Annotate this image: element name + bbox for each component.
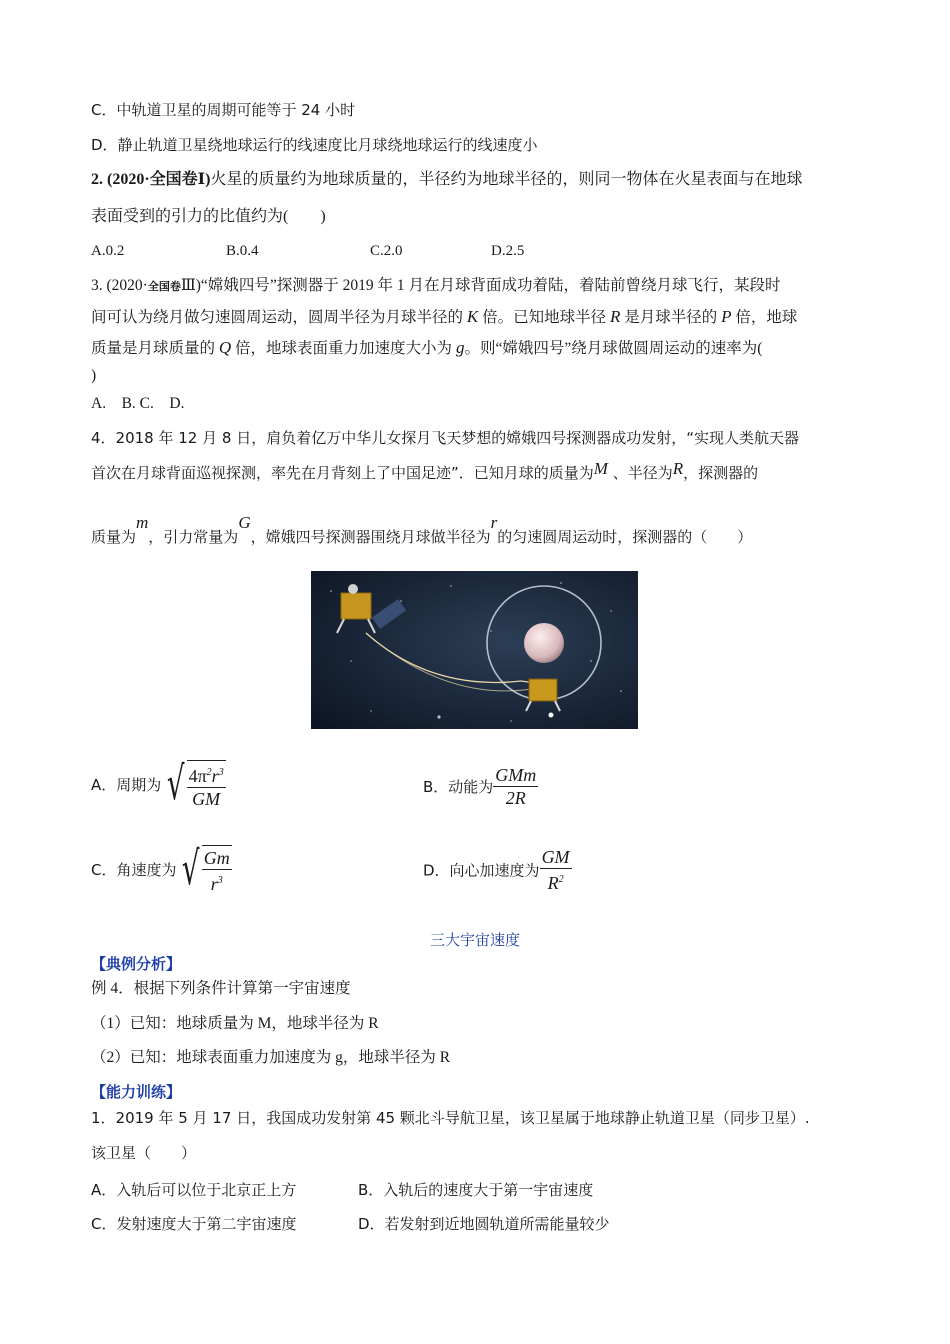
- training-1-option-d: D．若发射到近地圆轨道所需能量较少: [358, 1215, 610, 1233]
- question-3-line4: ): [91, 367, 97, 384]
- q2-option-d: D.2.5: [491, 243, 525, 259]
- a-num-sup2: 3: [218, 767, 224, 778]
- q4-line2a: 首次在月球背面巡视探测，率先在月背刻上了中国足迹”．已知月球的质量为: [91, 464, 594, 482]
- var-R: R: [610, 307, 621, 326]
- sqrt-period: √ $\frac{4\pi^2r^3}{GM}$: [167, 756, 224, 810]
- q4-option-a: [91, 756, 226, 810]
- question-4-line2: [91, 459, 759, 483]
- example-header: 【典例分析】: [91, 955, 182, 973]
- var-K: K: [466, 307, 479, 326]
- c-num: Gm: [203, 848, 230, 868]
- q4-line2b: 、半径为: [607, 464, 673, 482]
- q3-line3b: 倍，地球表面重力加速度大小为: [231, 340, 456, 357]
- q4-line3b: ，引力常量为: [148, 528, 239, 546]
- c-den: r: [210, 874, 218, 894]
- q4-line3c: ，嫦娥四号探测器围绕月球做半径为: [250, 528, 491, 546]
- q3-line2a: 间可认为绕月做匀速圆周运动，圆周半径为月球半径的: [91, 309, 467, 326]
- a-num: 4π: [188, 766, 207, 786]
- training-1-option-a: A．入轨后可以位于北京正上方: [91, 1181, 297, 1199]
- q4-line3d: 的匀速圆周运动时，探测器的（ ）: [497, 528, 753, 546]
- b-den: 2R: [505, 788, 526, 808]
- var-R-moon: R: [672, 459, 684, 478]
- a-den: GM: [192, 789, 221, 809]
- d-den: R: [547, 873, 559, 893]
- q4-option-c: [91, 841, 232, 895]
- question-3-line2: [91, 307, 797, 328]
- question-2-line2: 表面受到的引力的比值约为( ): [91, 208, 326, 225]
- line-option-d: D．静止轨道卫星绕地球运行的线速度比月球绕地球运行的线速度小: [91, 136, 538, 154]
- question-2-line1: [91, 170, 803, 190]
- var-m: m: [136, 513, 149, 532]
- q4-option-b: [423, 765, 538, 808]
- q3-line3a: 质量是月球质量的: [91, 340, 219, 357]
- q4-option-b-label: B．动能为: [423, 778, 494, 796]
- q2-source: (2020·全国卷Ⅰ): [107, 171, 211, 188]
- var-M: M: [593, 459, 608, 478]
- question-4-line1: 4．2018 年 12 月 8 日，肩负着亿万中华儿女探月飞天梦想的嫦娥四号探测器成功发射，“实现人类航天器: [91, 429, 799, 447]
- section-title: 三大宇宙速度: [429, 931, 520, 949]
- question-4-line3: [91, 513, 753, 547]
- q3-line3c: 。则“嫦娥四号”绕月球做圆周运动的速率为(: [464, 340, 763, 357]
- q2-option-a: A.0.2: [91, 243, 125, 259]
- q4-option-c-label: C．角速度为: [91, 861, 177, 879]
- q3-source: 全国卷: [147, 281, 181, 293]
- c-den-sup: 3: [217, 875, 223, 886]
- var-r: r: [490, 513, 498, 532]
- q4-option-d: [423, 847, 572, 893]
- d-den-sup: 2: [558, 874, 564, 885]
- training-header: 【能力训练】: [91, 1083, 182, 1101]
- question-3-line1: [91, 276, 780, 297]
- var-P: P: [721, 307, 732, 326]
- sqrt-angular: √ $\frac{Gm}{r^3}$: [182, 841, 230, 895]
- q3-line2d: 倍，地球: [731, 309, 798, 326]
- chang-e-orbit-image: [311, 571, 638, 729]
- example-4-part1: （1）已知：地球质量为 M，地球半径为 R: [91, 1015, 379, 1032]
- q4-option-d-label: D．向心加速度为: [423, 861, 540, 880]
- q4-option-a-label: A．周期为: [91, 776, 162, 794]
- b-num: GMm: [495, 765, 537, 785]
- var-g: g: [455, 338, 465, 357]
- a-num-sup: 2: [206, 767, 212, 778]
- training-1-line1: 1．2019 年 5 月 17 日，我国成功发射第 45 颗北斗导航卫星，该卫星属于地球静止轨道卫星（同步卫星）.: [91, 1109, 810, 1127]
- q2-option-b: B.0.4: [226, 243, 259, 259]
- q2-number: 2.: [91, 171, 107, 188]
- var-G: G: [238, 513, 251, 532]
- q4-line2c: ，探测器的: [683, 464, 759, 482]
- question-3-options: A. B. C. D.: [91, 395, 185, 412]
- q3-line2c: 是月球半径的: [620, 309, 722, 326]
- q2-text: 火星的质量约为地球质量的，半径约为地球半径的，则同一物体在火星表面与在地球: [210, 171, 803, 188]
- q4-line3a: 质量为: [91, 528, 137, 546]
- q3-text: Ⅲ)“嫦娥四号”探测器于 2019 年 1 月在月球背面成功着陆，着陆前曾绕月球飞行，某段时: [180, 277, 781, 294]
- q2-option-c: C.2.0: [370, 243, 403, 259]
- line-option-c: C．中轨道卫星的周期可能等于 24 小时: [91, 101, 356, 119]
- training-1-line2: 该卫星（ ）: [91, 1144, 197, 1162]
- example-4-part2: （2）已知：地球表面重力加速度为 g，地球半径为 R: [91, 1049, 451, 1066]
- q3-line2b: 倍。已知地球半径: [478, 309, 610, 326]
- d-num: GM: [541, 847, 570, 867]
- a-num-r: r: [211, 766, 219, 786]
- training-1-option-c: C．发射速度大于第二宇宙速度: [91, 1215, 297, 1233]
- question-3-line3: [91, 338, 762, 359]
- var-Q: Q: [218, 338, 232, 357]
- q3-prefix: 3. (2020·: [91, 277, 148, 294]
- example-4: 例 4．根据下列条件计算第一宇宙速度: [91, 980, 351, 997]
- training-1-option-b: B．入轨后的速度大于第一宇宙速度: [358, 1181, 594, 1199]
